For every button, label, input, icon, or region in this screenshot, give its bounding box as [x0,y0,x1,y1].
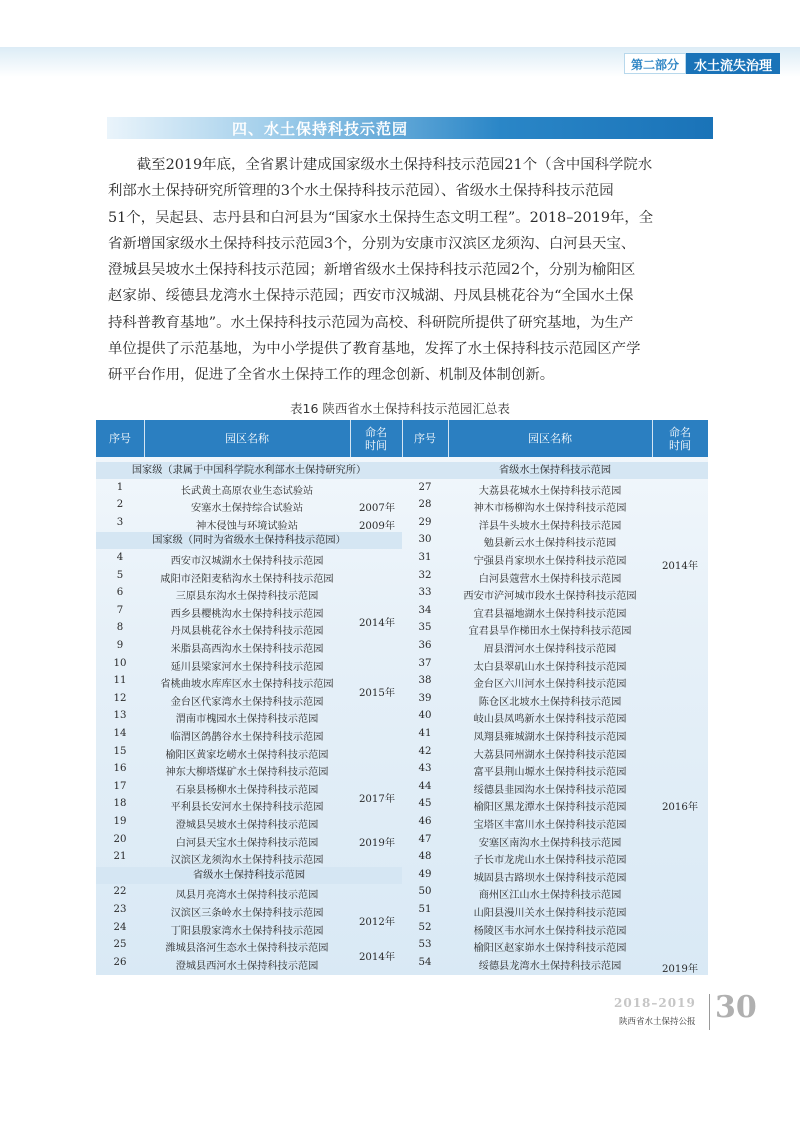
row-number: 18 [113,798,127,810]
row-number: 17 [113,780,127,792]
row-number: 27 [418,481,432,493]
row-number: 1 [116,481,124,493]
paragraph-line: 单位提供了示范基地，为中小学提供了教育基地，发挥了水土保持科技示范园区产学 [108,341,641,358]
year-label: 2014年 [358,617,396,629]
row-name: 凤县月亮湾水土保持科技示范园 [175,890,319,902]
row-name: 安塞水土保持综合试验站 [190,503,304,515]
paragraph-line: 澄城县吴坡水土保持科技示范园；新增省级水土保持科技示范园2个，分别为榆阳区 [108,262,636,279]
row-number: 7 [116,604,124,616]
row-name: 汉滨区三条岭水土保持科技示范园 [170,908,324,919]
chapter-topic-label: 水土流失治理 [686,53,780,74]
row-number: 13 [113,710,127,722]
row-name: 岐山县凤鸣新水土保持科技示范园 [473,714,627,726]
header-no-right: 序号 [414,432,436,445]
section-title: 四、水土保持科技示范园 [232,120,409,138]
row-name: 临渭区鸽鹊谷水土保持科技示范园 [170,732,324,743]
row-name: 宜君县福地湖水土保持科技示范园 [473,608,627,620]
row-name: 三原县东沟水土保持科技示范园 [175,591,319,603]
row-number: 39 [418,692,432,704]
group-header: 省级水土保持科技示范园 [96,867,402,884]
row-name: 石泉县杨柳水土保持科技示范园 [175,784,319,796]
row-number: 25 [113,939,127,951]
footer-years: 2018–2019 [614,996,696,1010]
row-number: 41 [418,728,432,739]
group-header: 省级水土保持科技示范园 [402,462,708,479]
row-name: 平利县长安河水土保持科技示范园 [170,802,324,814]
row-number: 10 [113,657,127,669]
row-name: 洋县牛头坡水土保持科技示范园 [478,520,622,532]
paragraph-line: 51个，吴起县、志丹县和白河县为“国家水土保持生态文明工程”。2018–2019年，全 [108,209,654,226]
row-name: 榆阳区赵家峁水土保持科技示范园 [473,943,627,955]
year-label: 2014年 [661,561,699,573]
row-name: 省桃曲坡水库库区水土保持科技示范园 [160,679,334,691]
row-number: 9 [116,640,124,651]
row-name: 咸阳市泾阳麦秸沟水土保持科技示范园 [160,573,334,585]
row-name: 凤翔县雍城湖水土保持科技示范园 [473,732,627,743]
row-name: 勉县新云水土保持科技示范园 [483,538,617,550]
page-number: 30 [715,990,757,1025]
row-number: 44 [418,780,432,792]
header-no-left: 序号 [109,432,131,445]
year-label: 2016年 [661,802,699,814]
footer-divider [709,994,710,1030]
group-header: 国家级（同时为省级水土保持科技示范园） [96,532,402,549]
row-number: 51 [418,904,432,915]
row-name: 榆阳区黑龙潭水土保持科技示范园 [473,802,627,814]
row-number: 32 [418,569,432,581]
row-number: 37 [418,657,432,669]
row-number: 28 [418,499,432,511]
year-label: 2015年 [358,688,396,699]
row-name: 西安市浐河城市段水土保持科技示范园 [463,591,637,603]
row-name: 白河县蔻营水土保持科技示范园 [478,573,622,585]
row-name: 澄城县西河水土保持科技示范园 [175,960,319,972]
row-number: 34 [418,604,432,616]
paragraph-line: 利部水土保持研究所管理的3个水土保持科技示范园）、省级水土保持科技示范园 [108,183,614,200]
row-name: 大荔县同州湖水土保持科技示范园 [473,749,627,761]
chapter-tag [624,53,780,74]
paragraph-line: 持科普教育基地”。水土保持科技示范园为高校、科研院所提供了研究基地，为生产 [108,314,634,331]
row-name: 大荔县花城水土保持科技示范园 [478,485,622,497]
paragraph-line: 研平台作用，促进了全省水土保持工作的理念创新、机制及体制创新。 [108,367,555,384]
row-number: 11 [113,675,127,687]
row-name: 富平县荆山塬水土保持科技示范园 [473,767,627,779]
row-name: 西安市汉城湖水土保持科技示范园 [170,556,324,567]
chapter-part-label: 第二部分 [624,53,686,74]
row-number: 29 [418,516,432,528]
row-name: 眉县渭河水土保持科技示范园 [483,644,617,655]
row-name: 西乡县樱桃沟水土保持科技示范园 [170,608,324,620]
paragraph-line: 截至2019年底，全省累计建成国家级水土保持科技示范园21个（含中国科学院水 [108,157,653,173]
row-name: 神木市杨柳沟水土保持科技示范园 [473,503,627,515]
year-label: 2017年 [358,793,396,805]
row-number: 4 [116,552,124,563]
table-caption: 表16 陕西省水土保持科技示范园汇总表 [290,401,510,416]
row-name: 绥德县龙湾水土保持科技示范园 [478,960,622,972]
row-number: 26 [113,956,127,968]
row-number: 21 [113,851,127,863]
row-name: 杨陵区韦水河水土保持科技示范园 [473,925,627,937]
row-number: 52 [418,921,432,933]
row-name: 城固县古路坝水土保持科技示范园 [473,872,627,884]
row-number: 45 [418,798,432,810]
row-number: 8 [116,622,124,634]
row-name: 商州区江山水土保持科技示范园 [478,890,622,902]
row-name: 潍城县洛河生态水土保持科技示范园 [165,943,329,955]
row-number: 40 [418,710,432,722]
row-name: 长武黄土高原农业生态试验站 [180,485,314,497]
row-number: 38 [418,675,432,687]
row-number: 15 [113,745,127,757]
row-name: 丹凤县桃花谷水土保持科技示范园 [170,626,324,638]
row-name: 神东大柳塔煤矿水土保持科技示范园 [165,767,329,779]
table-header [96,420,708,457]
row-number: 43 [418,763,432,775]
row-name: 子长市龙虎山水土保持科技示范园 [473,855,627,867]
header-name-left: 园区名称 [225,432,269,445]
row-number: 49 [418,868,432,880]
row-name: 白河县天宝水土保持科技示范园 [175,837,319,849]
row-number: 16 [113,763,127,775]
header-time-line2: 时间 [365,438,387,452]
row-number: 42 [418,745,432,757]
row-number: 35 [418,622,432,634]
row-name: 汉滨区龙须沟水土保持科技示范园 [170,855,324,867]
year-label: 2019年 [358,837,396,849]
year-label: 2009年 [358,520,396,532]
row-name: 金台区六川河水土保持科技示范园 [473,679,627,691]
row-name: 丁阳县殷家湾水土保持科技示范园 [170,925,324,937]
year-label: 2012年 [358,916,396,928]
row-number: 36 [418,640,432,651]
summary-table [96,420,708,975]
row-name: 陈仓区北坡水土保持科技示范园 [478,696,622,708]
row-number: 22 [113,886,127,898]
row-name: 米脂县高西沟水土保持科技示范园 [170,644,324,655]
header-time-left [350,420,402,457]
row-name: 金台区代家湾水土保持科技示范园 [170,696,324,708]
row-name: 安塞区南沟水土保持科技示范园 [478,837,622,849]
row-name: 榆阳区黄家圪崂水土保持科技示范园 [165,749,329,761]
body-paragraph [108,152,714,389]
footer-publication: 陕西省水土保持公报 [619,1017,696,1027]
row-number: 20 [113,833,127,845]
row-number: 46 [418,816,432,827]
row-number: 6 [116,587,124,599]
row-number: 5 [116,569,124,581]
row-number: 14 [113,728,127,739]
row-number: 30 [418,534,432,546]
row-number: 33 [418,587,432,599]
row-number: 23 [113,904,127,915]
year-label: 2007年 [358,503,396,515]
row-name: 宜君县旱作梯田水土保持科技示范园 [468,626,632,638]
year-label: 2014年 [358,952,396,963]
row-number: 53 [418,939,432,951]
row-name: 渭南市槐园水土保持科技示范园 [175,714,319,726]
header-time-line2: 时间 [669,438,691,452]
row-number: 31 [418,552,432,563]
row-name: 太白县翠矶山水土保持科技示范园 [473,661,627,673]
row-number: 24 [113,921,127,933]
row-name: 延川县梁家河水土保持科技示范园 [170,661,324,673]
row-number: 50 [418,886,432,898]
row-number: 54 [418,956,432,968]
group-header: 国家级（隶属于中国科学院水利部水土保持研究所） [96,462,402,479]
row-name: 神木侵蚀与环境试验站 [196,520,298,532]
row-number: 12 [113,692,127,704]
section-title-bar [107,117,713,139]
paragraph-line: 赵家峁、绥德县龙湾水土保持示范园；西安市汉城湖、丹凤县桃花谷为“全国水土保 [108,288,634,305]
row-name: 宁强县肖家坝水土保持科技示范园 [473,556,627,567]
row-name: 宝塔区丰富川水土保持科技示范园 [473,820,627,831]
row-number: 48 [418,851,432,863]
row-number: 2 [116,499,124,511]
row-name: 绥德县韭园沟水土保持科技示范园 [473,784,627,796]
header-time-right [652,420,708,457]
year-label: 2019年 [661,964,699,976]
row-name: 澄城县吴坡水土保持科技示范园 [175,820,319,831]
row-number: 47 [418,833,432,845]
row-name: 山阳县漫川关水土保持科技示范园 [473,908,627,919]
header-time-line1: 命名 [365,425,387,439]
header-time-line1: 命名 [669,425,691,439]
header-name-right: 园区名称 [528,432,572,445]
row-number: 19 [113,816,127,827]
row-number: 3 [116,516,124,528]
paragraph-line: 省新增国家级水土保持科技示范园3个，分别为安康市汉滨区龙须沟、白河县天宝、 [108,235,636,252]
